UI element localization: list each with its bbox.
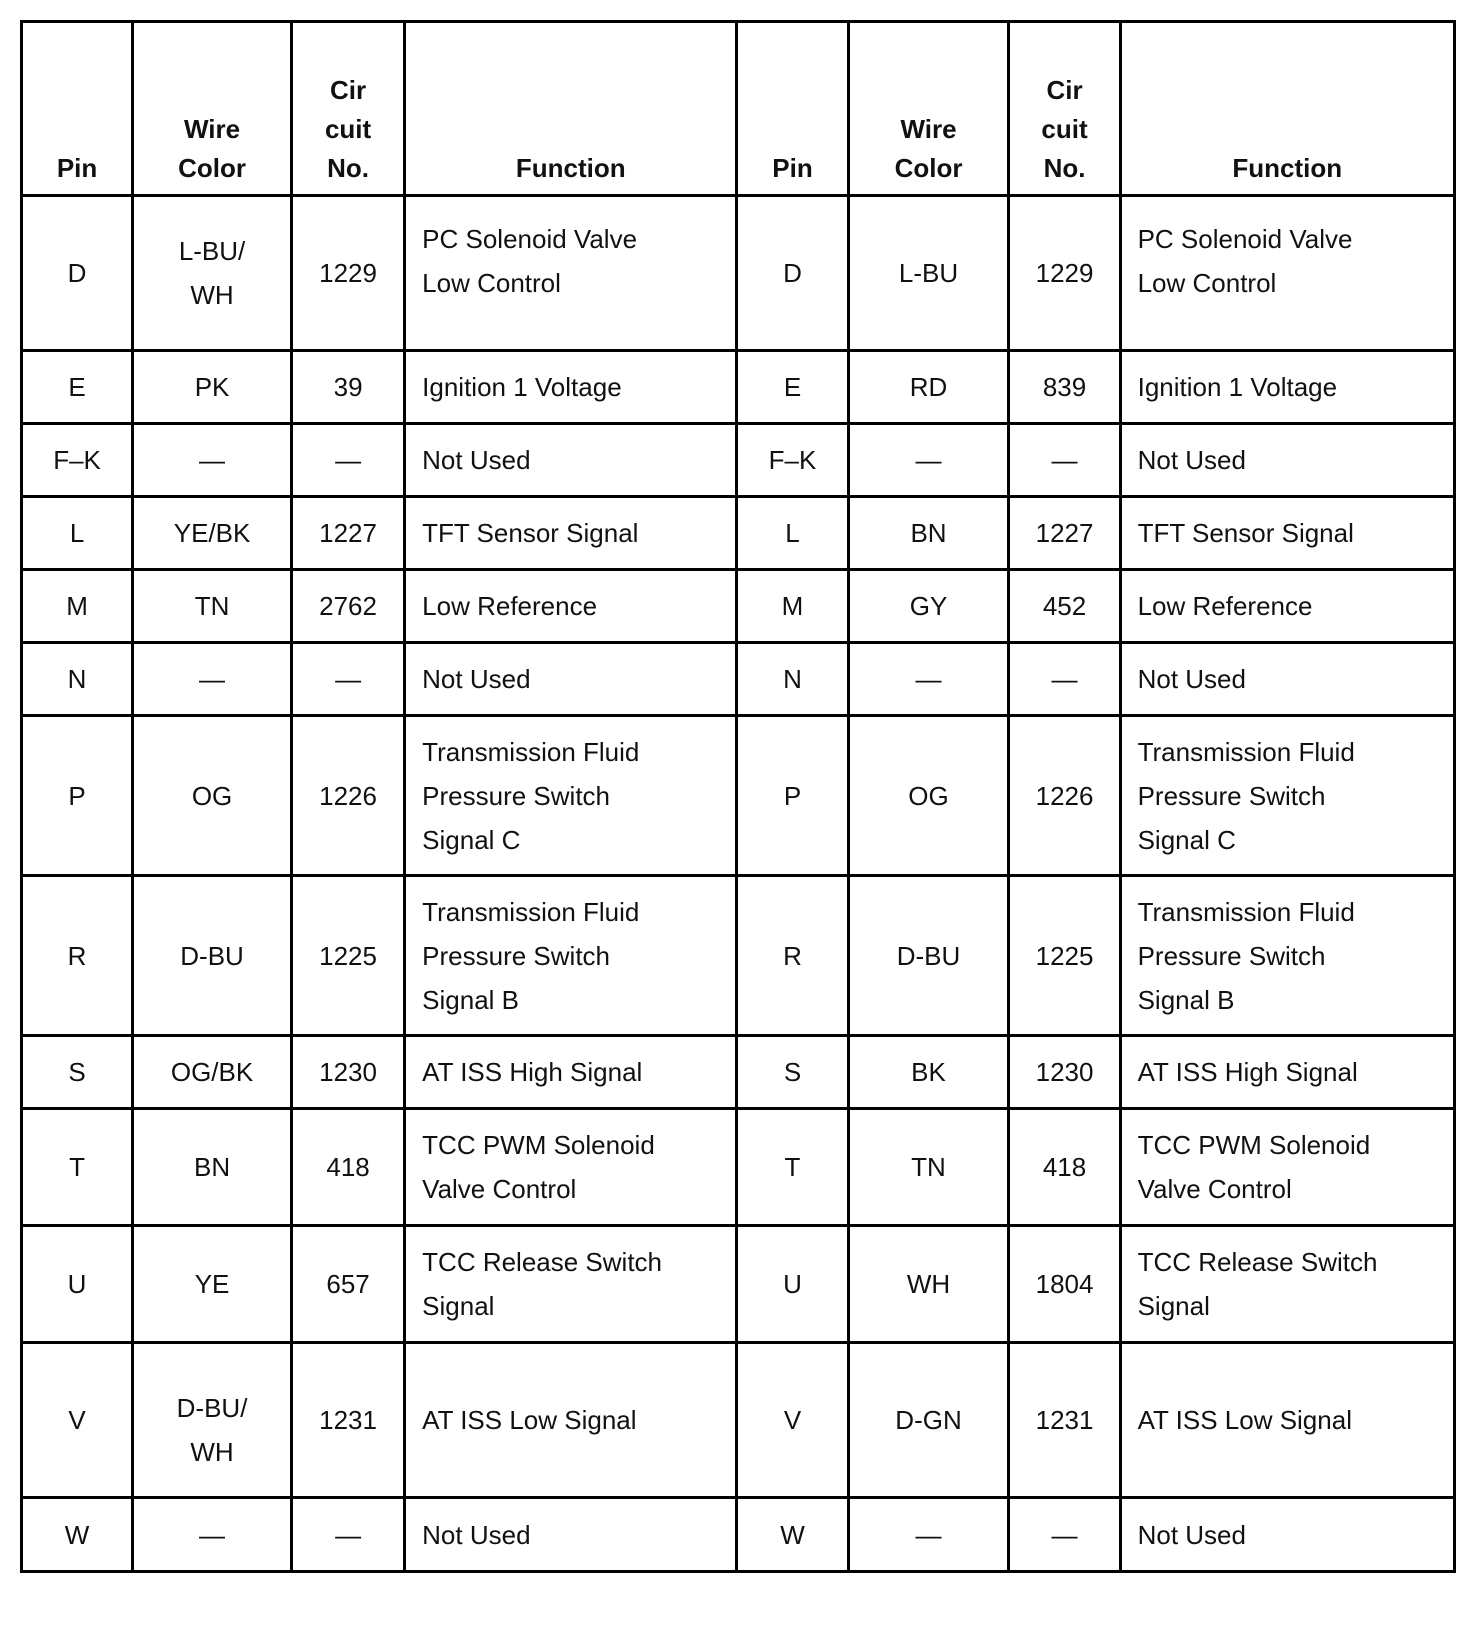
header-pin-left: Pin xyxy=(22,22,133,196)
wire-color-cell xyxy=(133,196,292,351)
pin-cell: P xyxy=(737,716,848,876)
wire-color-line: WH xyxy=(190,280,234,310)
function-line: Pressure Switch xyxy=(422,940,610,971)
circuit-cell: 1231 xyxy=(1009,1343,1120,1498)
function-cell xyxy=(405,716,737,876)
pin-cell: W xyxy=(737,1498,848,1572)
circuit-cell: 1229 xyxy=(1009,196,1120,351)
pin-cell: S xyxy=(737,1036,848,1109)
pin-cell: F–K xyxy=(22,424,133,497)
wire-color-cell: YE/BK xyxy=(133,497,292,570)
pin-cell: R xyxy=(737,876,848,1036)
table-row xyxy=(22,643,1455,716)
function-cell: Not Used xyxy=(1120,643,1454,716)
function-cell: Not Used xyxy=(405,1498,737,1572)
table-row xyxy=(22,1109,1455,1226)
pin-cell: U xyxy=(737,1226,848,1343)
function-cell xyxy=(405,876,737,1036)
circuit-cell: 657 xyxy=(291,1226,404,1343)
wire-color-cell: — xyxy=(133,424,292,497)
pin-cell: N xyxy=(22,643,133,716)
header-function-left: Function xyxy=(405,22,737,196)
wire-color-cell: L-BU xyxy=(848,196,1009,351)
pin-cell: E xyxy=(22,351,133,424)
pin-cell: P xyxy=(22,716,133,876)
header-circuit-no-line: cuit xyxy=(1041,114,1088,144)
circuit-cell: 1226 xyxy=(1009,716,1120,876)
pin-cell: V xyxy=(22,1343,133,1498)
function-line: Low Control xyxy=(422,268,561,298)
function-cell xyxy=(405,1226,737,1343)
circuit-cell: 1225 xyxy=(291,876,404,1036)
function-cell: Low Reference xyxy=(1120,570,1454,643)
wire-color-cell xyxy=(133,1343,292,1498)
function-cell xyxy=(1120,196,1454,351)
function-line: Signal xyxy=(1137,1291,1210,1321)
function-line: Valve Control xyxy=(1137,1174,1292,1204)
function-cell xyxy=(1120,716,1454,876)
function-line: TCC PWM Solenoid xyxy=(1137,1130,1371,1160)
wire-color-cell: RD xyxy=(848,351,1009,424)
function-cell: AT ISS Low Signal xyxy=(1120,1343,1454,1498)
circuit-cell: 1227 xyxy=(291,497,404,570)
table-row xyxy=(22,1498,1455,1572)
function-cell xyxy=(1120,1109,1454,1226)
header-circuit-no-left xyxy=(291,22,404,196)
header-circuit-no-line: Cir xyxy=(330,75,367,105)
function-cell: Not Used xyxy=(1120,424,1454,497)
pin-cell: E xyxy=(737,351,848,424)
pin-cell: S xyxy=(22,1036,133,1109)
wire-color-cell: BN xyxy=(848,497,1009,570)
circuit-cell: 418 xyxy=(291,1109,404,1226)
pin-cell: T xyxy=(737,1109,848,1226)
circuit-cell: — xyxy=(1009,643,1120,716)
wire-color-cell: D-BU xyxy=(848,876,1009,1036)
pin-cell: W xyxy=(22,1498,133,1572)
function-cell: TFT Sensor Signal xyxy=(405,497,737,570)
function-cell: Ignition 1 Voltage xyxy=(1120,351,1454,424)
circuit-cell: 452 xyxy=(1009,570,1120,643)
table-row xyxy=(22,570,1455,643)
wire-color-cell: BN xyxy=(133,1109,292,1226)
wire-color-cell: — xyxy=(848,643,1009,716)
function-cell: Not Used xyxy=(405,643,737,716)
header-circuit-no-line: cuit xyxy=(324,114,372,144)
function-line: Pressure Switch xyxy=(1137,780,1326,811)
wire-color-cell: YE xyxy=(133,1226,292,1343)
function-cell xyxy=(405,196,737,351)
pin-cell: M xyxy=(22,570,133,643)
table-row xyxy=(22,1343,1455,1498)
pin-cell: U xyxy=(22,1226,133,1343)
header-circuit-no-line: No. xyxy=(1043,153,1086,183)
function-line: Valve Control xyxy=(422,1174,577,1204)
function-line: Pressure Switch xyxy=(422,780,610,811)
table-body xyxy=(22,196,1455,1572)
pin-cell: V xyxy=(737,1343,848,1498)
circuit-cell: 1227 xyxy=(1009,497,1120,570)
header-wire-color-line: Color xyxy=(178,153,246,183)
wire-color-cell: D-GN xyxy=(848,1343,1009,1498)
function-line: Signal xyxy=(422,1291,495,1321)
table-row xyxy=(22,716,1455,876)
function-line: Low Control xyxy=(1137,268,1277,298)
circuit-cell: — xyxy=(291,424,404,497)
circuit-cell: 1804 xyxy=(1009,1226,1120,1343)
header-wire-color-line: Color xyxy=(894,153,963,183)
header-wire-color-line: Wire xyxy=(900,114,957,144)
pin-cell: D xyxy=(22,196,133,351)
circuit-cell: — xyxy=(291,643,404,716)
function-cell: Not Used xyxy=(405,424,737,497)
function-line: Transmission Fluid xyxy=(422,736,640,767)
wire-color-cell: OG xyxy=(133,716,292,876)
function-cell: AT ISS High Signal xyxy=(1120,1036,1454,1109)
function-line: TCC PWM Solenoid xyxy=(422,1130,655,1160)
circuit-cell: — xyxy=(291,1498,404,1572)
circuit-cell: — xyxy=(1009,424,1120,497)
header-wire-color-line: Wire xyxy=(183,114,241,144)
pin-cell: M xyxy=(737,570,848,643)
pin-cell: L xyxy=(22,497,133,570)
header-wire-color-left xyxy=(133,22,292,196)
function-line: Signal C xyxy=(422,824,521,855)
function-cell: AT ISS High Signal xyxy=(405,1036,737,1109)
header-wire-color-right xyxy=(848,22,1009,196)
wire-color-cell: TN xyxy=(133,570,292,643)
wire-color-cell: GY xyxy=(848,570,1009,643)
function-cell: Not Used xyxy=(1120,1498,1454,1572)
header-circuit-no-line: Cir xyxy=(1046,75,1083,105)
function-cell xyxy=(1120,1226,1454,1343)
wire-color-line: L-BU/ xyxy=(178,236,246,266)
wire-color-cell: OG/BK xyxy=(133,1036,292,1109)
circuit-cell: 1229 xyxy=(291,196,404,351)
circuit-cell: 1225 xyxy=(1009,876,1120,1036)
header-circuit-no-line: No. xyxy=(327,153,370,183)
connector-pinout-table xyxy=(20,20,1456,1573)
circuit-cell: 1226 xyxy=(291,716,404,876)
pin-cell: F–K xyxy=(737,424,848,497)
function-line: Signal B xyxy=(1137,984,1235,1015)
wire-color-cell: OG xyxy=(848,716,1009,876)
function-line: Pressure Switch xyxy=(1137,940,1326,971)
function-cell: Low Reference xyxy=(405,570,737,643)
pin-cell: N xyxy=(737,643,848,716)
function-line: TCC Release Switch xyxy=(422,1247,663,1277)
circuit-cell: 1230 xyxy=(291,1036,404,1109)
table-row xyxy=(22,196,1455,351)
pin-cell: L xyxy=(737,497,848,570)
function-line: PC Solenoid Valve xyxy=(1137,224,1353,254)
function-line: PC Solenoid Valve xyxy=(422,224,638,254)
header-circuit-no-right xyxy=(1009,22,1120,196)
table-row xyxy=(22,876,1455,1036)
function-line: TCC Release Switch xyxy=(1137,1247,1378,1277)
wire-color-cell: — xyxy=(133,1498,292,1572)
function-line: Transmission Fluid xyxy=(1137,896,1355,927)
circuit-cell: 1231 xyxy=(291,1343,404,1498)
function-cell: Ignition 1 Voltage xyxy=(405,351,737,424)
header-function-right: Function xyxy=(1120,22,1454,196)
circuit-cell: — xyxy=(1009,1498,1120,1572)
wire-color-cell: BK xyxy=(848,1036,1009,1109)
table-row xyxy=(22,497,1455,570)
wire-color-cell: — xyxy=(133,643,292,716)
function-cell: AT ISS Low Signal xyxy=(405,1343,737,1498)
table-row xyxy=(22,1226,1455,1343)
pin-cell: D xyxy=(737,196,848,351)
function-cell: TFT Sensor Signal xyxy=(1120,497,1454,570)
wire-color-line: D-BU/ xyxy=(176,1393,248,1423)
wire-color-cell: TN xyxy=(848,1109,1009,1226)
function-line: Transmission Fluid xyxy=(1137,736,1355,767)
wire-color-cell: — xyxy=(848,424,1009,497)
circuit-cell: 839 xyxy=(1009,351,1120,424)
circuit-cell: 418 xyxy=(1009,1109,1120,1226)
function-line: Signal C xyxy=(1137,824,1236,855)
header-row xyxy=(22,22,1455,196)
wire-color-cell: — xyxy=(848,1498,1009,1572)
function-line: Signal B xyxy=(422,984,519,1015)
circuit-cell: 39 xyxy=(291,351,404,424)
wire-color-cell: WH xyxy=(848,1226,1009,1343)
table-row xyxy=(22,1036,1455,1109)
circuit-cell: 1230 xyxy=(1009,1036,1120,1109)
header-pin-right: Pin xyxy=(737,22,848,196)
wire-color-cell: D-BU xyxy=(133,876,292,1036)
wire-color-cell: PK xyxy=(133,351,292,424)
circuit-cell: 2762 xyxy=(291,570,404,643)
pin-cell: R xyxy=(22,876,133,1036)
table-row xyxy=(22,351,1455,424)
wire-color-line: WH xyxy=(190,1437,234,1467)
table-row xyxy=(22,424,1455,497)
pin-cell: T xyxy=(22,1109,133,1226)
function-line: Transmission Fluid xyxy=(422,896,640,927)
function-cell xyxy=(1120,876,1454,1036)
function-cell xyxy=(405,1109,737,1226)
